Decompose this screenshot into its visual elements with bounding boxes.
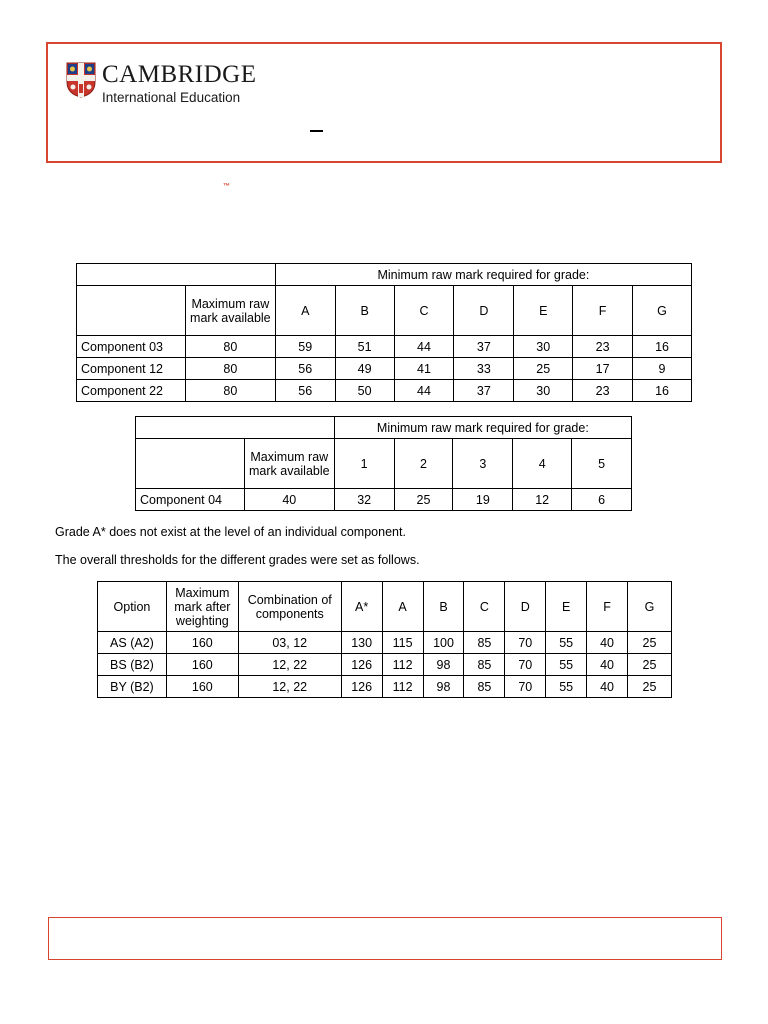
table-cell: 160 bbox=[166, 676, 238, 698]
component-name: Component 12 bbox=[77, 358, 186, 380]
table-cell: 03, 12 bbox=[238, 632, 341, 654]
max-mark: 40 bbox=[244, 489, 334, 511]
header-dash bbox=[310, 130, 323, 132]
empty-header-cell bbox=[136, 439, 245, 489]
logo-subtitle: International Education bbox=[102, 90, 241, 105]
table-row bbox=[98, 676, 672, 698]
max-mark-header: Maximum raw mark available bbox=[244, 439, 334, 489]
column-header: G bbox=[628, 582, 672, 632]
table-cell: BS (B2) bbox=[98, 654, 167, 676]
grade-value: 44 bbox=[394, 380, 454, 402]
max-mark: 80 bbox=[185, 336, 275, 358]
grade-value: 19 bbox=[453, 489, 513, 511]
trademark-symbol: ™ bbox=[223, 183, 230, 190]
column-header: A bbox=[382, 582, 423, 632]
table-cell: 55 bbox=[546, 676, 587, 698]
table-cell: 12, 22 bbox=[238, 676, 341, 698]
column-header: C bbox=[464, 582, 505, 632]
column-header: D bbox=[505, 582, 546, 632]
grade-value: 41 bbox=[394, 358, 454, 380]
table-cell: 112 bbox=[382, 654, 423, 676]
table-cell: 70 bbox=[505, 654, 546, 676]
grade-header: D bbox=[454, 286, 514, 336]
grade-header: G bbox=[633, 286, 692, 336]
grade-span-header: Minimum raw mark required for grade: bbox=[334, 417, 631, 439]
grade-header: 4 bbox=[513, 439, 572, 489]
empty-header-cell bbox=[136, 417, 335, 439]
table-cell: 85 bbox=[464, 676, 505, 698]
grade-header: A bbox=[275, 286, 335, 336]
table-cell: 40 bbox=[587, 676, 628, 698]
empty-header-cell bbox=[77, 286, 186, 336]
empty-header-cell bbox=[77, 264, 276, 286]
grade-header: C bbox=[394, 286, 454, 336]
grade-value: 32 bbox=[334, 489, 394, 511]
grade-header: E bbox=[514, 286, 573, 336]
grade-header: 1 bbox=[334, 439, 394, 489]
grade-value: 25 bbox=[514, 358, 573, 380]
column-header: Combination of components bbox=[238, 582, 341, 632]
component-04-thresholds-table bbox=[135, 416, 632, 511]
table-cell: 55 bbox=[546, 632, 587, 654]
grade-value: 16 bbox=[633, 336, 692, 358]
max-mark: 80 bbox=[185, 358, 275, 380]
table-row bbox=[98, 632, 672, 654]
component-name: Component 03 bbox=[77, 336, 186, 358]
logo-wordmark: CAMBRIDGE bbox=[102, 61, 257, 88]
table-row bbox=[136, 489, 632, 511]
column-header: A* bbox=[341, 582, 382, 632]
component-name: Component 04 bbox=[136, 489, 245, 511]
table-cell: 70 bbox=[505, 676, 546, 698]
grade-value: 37 bbox=[454, 336, 514, 358]
grade-header: 5 bbox=[572, 439, 632, 489]
grade-value: 6 bbox=[572, 489, 632, 511]
grade-header: 3 bbox=[453, 439, 513, 489]
table-cell: 130 bbox=[341, 632, 382, 654]
table-row bbox=[77, 358, 692, 380]
column-header: Maximum mark after weighting bbox=[166, 582, 238, 632]
max-mark: 80 bbox=[185, 380, 275, 402]
table-cell: 98 bbox=[423, 654, 464, 676]
column-header: Option bbox=[98, 582, 167, 632]
table-cell: 25 bbox=[628, 632, 672, 654]
table-cell: 40 bbox=[587, 654, 628, 676]
table-cell: 100 bbox=[423, 632, 464, 654]
grade-value: 51 bbox=[335, 336, 394, 358]
grade-value: 37 bbox=[454, 380, 514, 402]
table-cell: 160 bbox=[166, 632, 238, 654]
grade-header: F bbox=[573, 286, 633, 336]
header-box bbox=[46, 42, 722, 163]
grade-value: 16 bbox=[633, 380, 692, 402]
table-cell: 25 bbox=[628, 654, 672, 676]
grade-value: 30 bbox=[514, 336, 573, 358]
grade-value: 56 bbox=[275, 380, 335, 402]
grade-value: 59 bbox=[275, 336, 335, 358]
table-cell: 40 bbox=[587, 632, 628, 654]
max-mark-header: Maximum raw mark available bbox=[185, 286, 275, 336]
grade-header: B bbox=[335, 286, 394, 336]
grade-value: 44 bbox=[394, 336, 454, 358]
grade-value: 25 bbox=[394, 489, 453, 511]
grade-value: 9 bbox=[633, 358, 692, 380]
table-cell: 25 bbox=[628, 676, 672, 698]
table-row bbox=[98, 654, 672, 676]
note-grade-a-star: Grade A* does not exist at the level of an individual component. bbox=[55, 525, 406, 539]
table-row bbox=[77, 336, 692, 358]
note-overall-thresholds: The overall thresholds for the different grades were set as follows. bbox=[55, 553, 420, 567]
grade-value: 23 bbox=[573, 336, 633, 358]
column-header: B bbox=[423, 582, 464, 632]
table-cell: 55 bbox=[546, 654, 587, 676]
table-cell: 98 bbox=[423, 676, 464, 698]
grade-value: 12 bbox=[513, 489, 572, 511]
table-cell: 126 bbox=[341, 676, 382, 698]
grade-value: 56 bbox=[275, 358, 335, 380]
column-header: F bbox=[587, 582, 628, 632]
grade-value: 17 bbox=[573, 358, 633, 380]
column-header: E bbox=[546, 582, 587, 632]
grade-span-header: Minimum raw mark required for grade: bbox=[275, 264, 691, 286]
grade-value: 30 bbox=[514, 380, 573, 402]
footer-box bbox=[48, 917, 722, 960]
grade-value: 49 bbox=[335, 358, 394, 380]
table-cell: 160 bbox=[166, 654, 238, 676]
table-cell: 85 bbox=[464, 654, 505, 676]
table-cell: 112 bbox=[382, 676, 423, 698]
grade-value: 33 bbox=[454, 358, 514, 380]
table-cell: 126 bbox=[341, 654, 382, 676]
grade-header: 2 bbox=[394, 439, 453, 489]
table-cell: 85 bbox=[464, 632, 505, 654]
table-cell: 115 bbox=[382, 632, 423, 654]
table-cell: BY (B2) bbox=[98, 676, 167, 698]
table-row bbox=[77, 380, 692, 402]
cambridge-logo bbox=[66, 62, 257, 106]
table-cell: 12, 22 bbox=[238, 654, 341, 676]
grade-value: 50 bbox=[335, 380, 394, 402]
component-name: Component 22 bbox=[77, 380, 186, 402]
cambridge-crest-icon bbox=[66, 62, 96, 98]
overall-thresholds-table bbox=[97, 581, 672, 698]
grade-value: 23 bbox=[573, 380, 633, 402]
table-cell: 70 bbox=[505, 632, 546, 654]
table-cell: AS (A2) bbox=[98, 632, 167, 654]
component-thresholds-table bbox=[76, 263, 692, 402]
